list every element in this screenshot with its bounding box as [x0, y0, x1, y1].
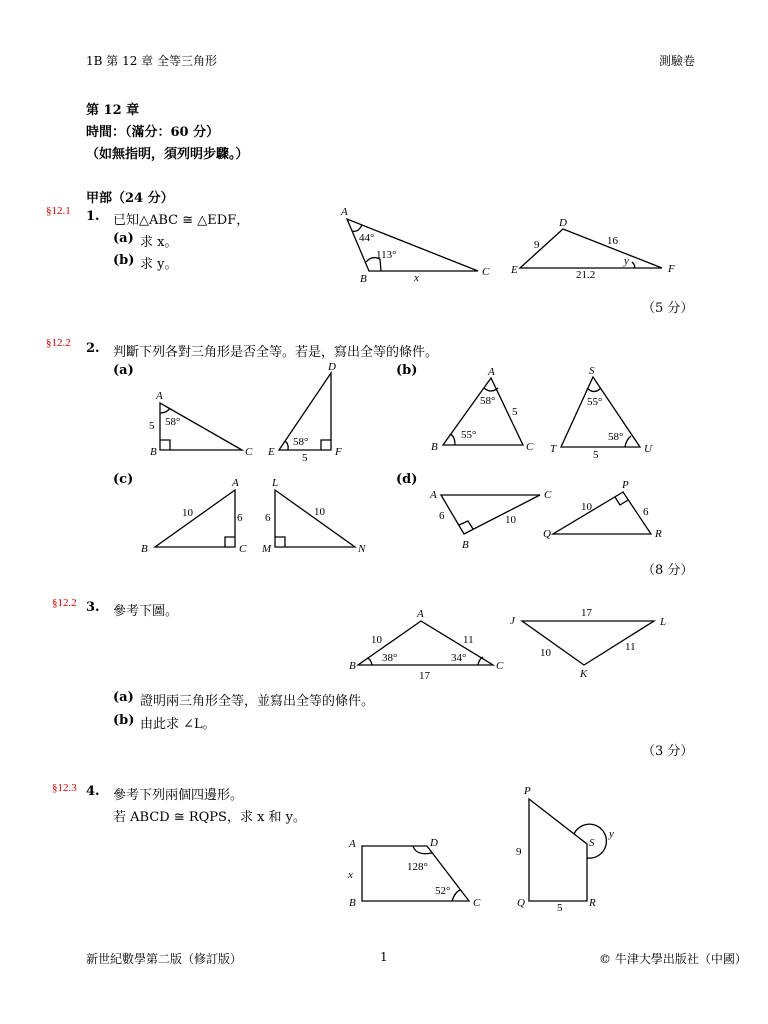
q2c-label-l: L [272, 477, 279, 489]
q4-label-a: A [349, 838, 356, 850]
q2-stem: 判斷下列各對三角形是否全等。若是，寫出全等的條件。 [113, 345, 439, 360]
q1-triangle-abc [340, 206, 490, 285]
q2b-angle-u-arc [625, 436, 631, 447]
q1-abc-shape [347, 219, 478, 271]
q2a-angle-e-arc [285, 441, 288, 450]
q2a-label-d: D [328, 361, 336, 373]
q2b-side-5b: 5 [593, 449, 599, 461]
q2b-triangle-stu [550, 365, 653, 461]
q2a-angle-a-arc [160, 408, 170, 413]
q3-triangle-jkl [510, 607, 666, 680]
q1-side-9: 9 [534, 239, 540, 251]
q1-angle-f-arc [632, 262, 635, 268]
q2d-label-r: R [655, 528, 662, 540]
q1-side-21-2: 21.2 [576, 269, 596, 281]
q2b-angle-s-arc [587, 388, 601, 392]
q2b-angle-58: 58° [480, 395, 496, 407]
q3b-label: (b) [113, 713, 135, 728]
q2d-abc-shape [441, 495, 540, 534]
q1-def-shape [520, 229, 662, 268]
q1-label-d: D [559, 217, 567, 229]
q3b-text: 由此求 ∠L。 [140, 717, 216, 732]
q2a-label-f: F [335, 446, 342, 458]
q3-side-11: 11 [463, 634, 474, 646]
q2d-right-angle-b [459, 521, 473, 529]
q2b-angle-55b: 55° [587, 396, 603, 408]
q4-angle-52: 52° [435, 885, 451, 897]
q2d-right-angle-p [615, 497, 628, 505]
q2c-label-a: A [232, 477, 239, 489]
q4-angle-128: 128° [407, 861, 428, 873]
q2b-label-u: U [644, 443, 652, 455]
q4-label-d: D [430, 837, 438, 849]
q3-side-17: 17 [419, 670, 430, 682]
q2a-angle-58b: 58° [293, 436, 309, 448]
q1-label-f: F [668, 263, 675, 275]
q3a-text: 證明兩三角形全等，並寫出全等的條件。 [140, 694, 375, 709]
q1a-label: (a) [113, 231, 134, 246]
q4-side-5: 5 [557, 902, 563, 914]
q2a-triangle-abc [149, 390, 253, 458]
q3a-label: (a) [113, 690, 134, 705]
section-title: 甲部（24 分） [86, 191, 174, 206]
q4-stem: 參考下列兩個四邊形。 [113, 788, 244, 803]
q4-label-y: y [609, 828, 614, 840]
header-left: 1B 第 12 章 全等三角形 [86, 54, 217, 68]
q2d-label-a: A [430, 489, 437, 501]
footer-left: 新世紀數學第二版（修訂版） [86, 952, 243, 966]
q3-label-c: C [496, 660, 504, 672]
q2d-side-10b: 10 [581, 501, 592, 513]
q4-label-s: S [589, 837, 595, 849]
q3-marks: （3 分） [642, 744, 694, 759]
q2a-label-b: B [150, 446, 157, 458]
q3-label-j: J [510, 615, 515, 627]
q2a-triangle-def [267, 361, 342, 464]
q1-label-e: E [511, 264, 518, 276]
q3-angle-34: 34° [451, 652, 467, 664]
q1-section-ref: §12.1 [46, 205, 71, 217]
q2b-angle-55: 55° [461, 429, 477, 441]
q2c-label-b: B [141, 543, 148, 555]
q1-number: 1. [86, 209, 100, 224]
q1-angle-a-arc [352, 225, 362, 231]
q1-triangle-def [510, 217, 675, 281]
q1-label-b: B [360, 273, 367, 285]
q2c-label-m: M [262, 543, 272, 555]
q1a-text: 求 x。 [140, 235, 178, 250]
q4-angle-c-arc [452, 890, 460, 901]
q2c-right-angle-c [225, 537, 235, 547]
q2c-label-n: N [358, 543, 366, 555]
q2b-angle-58b: 58° [608, 431, 624, 443]
q4-label-x: x [348, 869, 353, 881]
q2b-stu-shape [561, 377, 640, 447]
q3-angle-c-arc [478, 657, 483, 665]
q1-angle-113: 113° [376, 249, 397, 261]
q2a-right-angle-f [321, 440, 331, 450]
q3-label-b: B [349, 660, 356, 672]
q1b-text: 求 y。 [140, 257, 178, 272]
q2d-label-q: Q [543, 528, 551, 540]
q2b-side-5: 5 [512, 406, 518, 418]
q2d-label: (d) [396, 472, 418, 487]
q2d-side-10: 10 [505, 514, 516, 526]
q2a-angle-58: 58° [165, 416, 181, 428]
q3-stem: 參考下圖。 [113, 604, 179, 619]
q2c-abc-shape [155, 490, 235, 547]
q2d-label-b: B [462, 539, 469, 551]
q1-label-c: C [482, 266, 490, 278]
q2a-label-c: C [245, 446, 253, 458]
q2b-label-b: B [431, 441, 438, 453]
q2a-right-angle-b [160, 440, 170, 450]
q4-number: 4. [86, 784, 100, 799]
q2c-lmn-shape [275, 490, 355, 547]
q2d-pqr-shape [553, 492, 651, 534]
q3-section-ref: §12.2 [52, 597, 77, 609]
q2b-label-c: C [526, 441, 534, 453]
q4-label-r: R [589, 897, 596, 909]
q4-label-p: P [524, 785, 531, 797]
q3-label-l: L [660, 616, 667, 628]
q4-quad-abcd [347, 837, 481, 909]
q2b-abc-shape [443, 378, 523, 445]
q4-side-9: 9 [516, 846, 522, 858]
q4-label-b: B [349, 897, 356, 909]
q2a-label: (a) [113, 363, 134, 378]
time-marks: 時間：（滿分：60 分） [86, 125, 220, 140]
q2-number: 2. [86, 341, 100, 356]
q2d-label-c: C [544, 489, 552, 501]
q2d-triangle-abc [429, 489, 552, 551]
q2-marks: （8 分） [642, 563, 694, 578]
q4-label-c: C [473, 897, 481, 909]
q3-side-10b: 10 [540, 647, 551, 659]
q1-label-x: x [414, 272, 419, 284]
q2c-triangle-abc [141, 477, 247, 555]
q3-label-k: K [580, 668, 588, 680]
q2c-triangle-lmn [261, 477, 366, 555]
q2b-label: (b) [396, 363, 418, 378]
footer-right: © 牛津大學出版社（中國） [599, 952, 747, 966]
q2c-side-10: 10 [182, 507, 193, 519]
q2a-side-5b: 5 [302, 452, 308, 464]
q2c-side-6b: 6 [265, 512, 271, 524]
q3-angle-b-arc [367, 658, 372, 665]
header-right: 測驗卷 [659, 54, 696, 68]
q3-side-17b: 17 [581, 607, 592, 619]
q4-label-q: Q [517, 897, 525, 909]
q3-side-11b: 11 [625, 641, 636, 653]
q2b-label-t: T [550, 443, 557, 455]
q1-stem: 已知△ABC ≅ △EDF， [113, 213, 250, 228]
page-number: 1 [380, 950, 388, 964]
q1-label-a: A [341, 206, 348, 218]
q2c-side-6: 6 [237, 512, 243, 524]
q2a-label-e: E [268, 446, 275, 458]
q2-section-ref: §12.2 [46, 337, 71, 349]
q4-abcd-shape [362, 846, 469, 901]
q2d-side-6: 6 [439, 510, 445, 522]
q1-side-16: 16 [607, 235, 618, 247]
q2c-side-10b: 10 [314, 506, 325, 518]
q3-triangle-abc [349, 608, 504, 682]
q2b-triangle-abc [431, 366, 534, 453]
q4-pqrs-shape [529, 799, 587, 901]
q1-angle-44: 44° [359, 232, 375, 244]
q2b-label-s: S [589, 365, 595, 377]
q1b-label: (b) [113, 253, 135, 268]
q3-number: 3. [86, 600, 100, 615]
q2a-label-a: A [156, 390, 163, 402]
q3-label-a: A [417, 608, 424, 620]
q2d-triangle-pqr [543, 479, 662, 540]
q2d-side-6b: 6 [643, 506, 649, 518]
q2a-side-5: 5 [149, 420, 155, 432]
q3-angle-38: 38° [382, 652, 398, 664]
q4-stem2: 若 ABCD ≅ RQPS，求 x 和 y。 [113, 810, 307, 825]
q2c-label: (c) [113, 472, 134, 487]
q2d-label-p: P [622, 479, 629, 491]
q3-side-10: 10 [371, 634, 382, 646]
q1-marks: （5 分） [642, 301, 694, 316]
q2c-label-c: C [239, 543, 247, 555]
instruction: （如無指明，須列明步驟。） [86, 147, 249, 162]
chapter-title: 第 12 章 [86, 103, 140, 118]
q1-label-y: y [624, 255, 629, 267]
q2b-label-a: A [488, 366, 495, 378]
q2c-right-angle-m [275, 537, 285, 547]
q2b-angle-b-arc [450, 434, 455, 445]
q4-section-ref: §12.3 [52, 782, 77, 794]
q4-quad-pqrs [516, 785, 614, 914]
